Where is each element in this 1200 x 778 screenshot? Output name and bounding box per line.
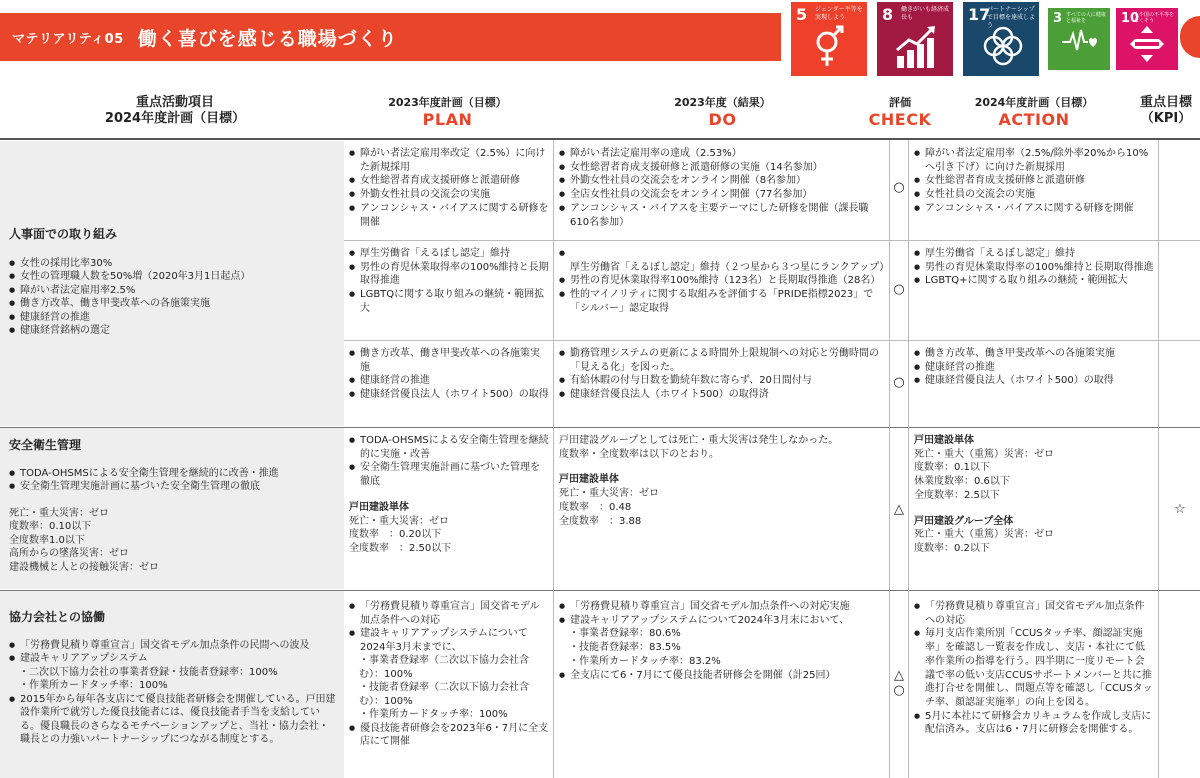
section-partner — [0, 591, 344, 778]
check-mark: ○ — [893, 375, 905, 390]
stat-line: 全度数率1.0以下 — [9, 534, 85, 546]
tab-edge — [1180, 16, 1200, 58]
col-header-do: 2023年度（結果） DO — [674, 96, 771, 129]
list-item: ● 女性の採用比率30% — [9, 257, 338, 271]
check-mark: ○ — [893, 180, 905, 195]
cell-do-hr-2: ● 厚生労働省「えるぼし認定」維持（２つ星から３つ星にランクアップ） ● 男性の育児休業取得率100%維持（123名）と長期取得推進（28名） ● 性的マイノリティに関する取組みを評価する「PRIDE指標2023」で「シルバー」認定取得 — [554, 241, 889, 316]
cell-do-partner: ● 「労務費見積り尊重宣言」国交省モデル加点条件への対応実施 ● 建設キャリアアップシステムについて2024年3月末において、 ・事業者登録率：80.6% ・技能者登録率：83.5% ・作業所カードタッチ率：83.2% ● 全支店にて6・7月にて優良技能者研修会を開催（計25回） — [554, 594, 889, 682]
cell-do-hr-3: ● 勤務管理システムの更新による時間外上限規制への対応と労働時間の「見える化」を図った。 ● 有給休暇の付与日数を勤続年数に寄らず、20日間付与 ● 健康経営優良法人（ホワイト500）の取得済 — [554, 341, 889, 402]
check-mark: ○ — [893, 282, 905, 297]
cell-do-hr-1: ● 障がい者法定雇用率の達成（2.53%） ● 女性総習者育成支援研修と派遣研修の実施（14名参加） ● 外勤女性社員の交流会をオンライン開催（8名参加） ● 全店女性社員の交流会をオンライン開催（77名参加） ● アンコンシャス・バイアスを主要テーマにした研修を開催（課長職610名参加） — [554, 141, 889, 229]
col-divider — [1158, 140, 1159, 778]
cell-plan-partner: ● 「労務費見積り尊重宣言」国交省モデル加点条件への対応 ● 建設キャリアアップシステムについて2024年3月末までに、 ・事業者登録率（二次以下協力会社含む）：100% ・技能者登録率（二次以下協力会社含む）：100% ・作業所カードタッチ率：100% ● 優良技能者研修会を2023年6・7月に全支店にて開催 — [344, 594, 553, 749]
list-item: ● 2015年から毎年各支店にて優良技能者研修会を開催している。戸田建設作業所で就労した優良技能者には、優良技能者手当を支給している。優良職長のさらなるモチベーションアップと、当社・協力会社・職長との力強いパートナーシップにつながる制度とする。 — [9, 693, 338, 747]
kpi-star-icon: ☆ — [1174, 502, 1186, 517]
sdg-3-icon: 3 すべての人に健康と福祉を — [1048, 8, 1110, 70]
stat-line: 高所からの墜落災害：ゼロ — [9, 548, 129, 559]
col-header-check: 評価 CHECK — [868, 96, 932, 129]
list-sub-item: ・作業所カードタッチ率：100% — [19, 680, 168, 691]
cell-plan-hr-2: ● 厚生労働省「えるぼし認定」維持 ● 男性の育児休業取得率の100%維持と長期取得推進 ● LGBTQに関する取り組みの継続・範囲拡大 — [344, 241, 553, 316]
list-item: ● 健康経営の推進 — [9, 311, 338, 325]
check-mark: △ — [894, 668, 904, 683]
cell-plan-safety: ● TODA-OHSMSによる安全衛生管理を継続的に実施・改善 ● 安全衛生管理実施計画に基づいた管理を徹底 戸田建設単体 死亡・重大災害：ゼロ 度数率 ：0.20以下 全度数率 ：2.50以下 — [344, 428, 553, 556]
list-item: ● 女性の管理職人数を50%増（2020年3月1日起点） — [9, 270, 338, 284]
stat-line: 度数率：0.10以下 — [9, 521, 92, 532]
cell-action-safety: 戸田建設単体 死亡・重大（重篤）災害：ゼロ 度数率：0.1以下 休業度数率：0.6以下 全度数率：2.5以下 戸田建設グループ全体 死亡・重大（重篤）災害：ゼロ 度数率：0.2以下 — [914, 435, 1054, 554]
sdg-10-icon: 10 人や国の不平等をなくそう — [1116, 8, 1178, 70]
check-mark: △ — [894, 502, 904, 517]
section-divider — [0, 590, 1200, 591]
cell-do-safety: 戸田建設グループとしては死亡・重大災害は発生しなかった。 度数率・全度数率は以下のとおり。 戸田建設単体 死亡・重大災害：ゼロ 度数率 ：0.48 全度数率 ：3.88 — [559, 435, 839, 527]
list-item: ● 「労務費見積り尊重宣言」国交省モデル加点条件の民間への波及 — [9, 639, 338, 653]
materiality-label: マテリアリティ05 — [12, 31, 124, 47]
list-item: ● 安全衛生管理実施計画に基づいた安全衛生管理の徹底 — [9, 480, 338, 494]
list-item: ● 障がい者法定雇用率2.5% — [9, 284, 338, 298]
stat-line: 死亡・重大災害：ゼロ — [9, 507, 109, 519]
header-rule — [0, 138, 1200, 140]
section-title-hr: 人事面での取り組み — [9, 227, 118, 241]
check-mark: ○ — [893, 683, 905, 698]
cell-action-hr-1: ● 障がい者法定雇用率（2.5%/除外率20%から10%へ引き下げ）に向けた新規採用 ● 女性総習者育成支援研修と派遣研修 ● 女性社員の交流会の実施 ● アンコンシャス・バイアスに関する研修を開催 — [909, 141, 1158, 216]
list-item: ● 健康経営銘柄の選定 — [9, 324, 338, 338]
list-item: ● 働き方改革、働き甲斐改革への各施策実施 — [9, 297, 338, 311]
stat-line: 建設機械と人との接触災害：ゼロ — [9, 561, 159, 573]
col-header-focus: 重点活動項目 2024年度計画（目標） — [104, 95, 246, 126]
title-banner — [0, 13, 781, 61]
list-sub-item: ・二次以下協力会社の事業者登録・技能者登録率：100% — [19, 666, 278, 678]
section-safety — [0, 428, 344, 589]
section-title-partner: 協力会社との協働 — [9, 610, 106, 624]
sdg-5-icon: 5 ジェンダー平等を実現しよう — [791, 2, 867, 76]
sdg-8-icon: 8 働きがいも経済成長も — [877, 2, 953, 76]
cell-action-hr-2: ● 厚生労働省「えるぼし認定」維持 ● 男性の育児休業取得率の100%維持と長期取得推進 ● LGBTQ+に関する取り組みの継続・範囲拡大 — [909, 241, 1158, 288]
cell-plan-hr-1: ● 障がい者法定雇用率改定（2.5%）に向けた新規採用 ● 女性総習者育成支援研修と派遣研修 ● 外勤女性社員の交流会の実施 ● アンコンシャス・バイアスに関する研修を開催 — [344, 141, 553, 229]
cell-plan-hr-3: ● 働き方改革、働き甲斐改革への各施策実施 ● 健康経営の推進 ● 健康経営優良法人（ホワイト500）の取得 — [344, 341, 553, 402]
cell-action-hr-3: ● 働き方改革、働き甲斐改革への各施策実施 ● 健康経営の推進 ● 健康経営優良法人（ホワイト500）の取得 — [909, 341, 1158, 388]
section-title-safety: 安全衛生管理 — [9, 438, 82, 452]
sdg-17-icon: 17 パートナーシップで目標を達成しよう — [963, 2, 1039, 76]
page-title: 働く喜びを感じる職場づくり — [137, 27, 398, 50]
list-item: ● 建設キャリアアップシステム — [9, 652, 338, 666]
cell-action-partner: ● 「労務費見積り尊重宣言」国交省モデル加点条件への対応 ● 毎月支店作業所別「CCUSタッチ率、顔認証実施率」を確認し一覧表を作成し、支店・本社にて低率作業所の指導を行う。四半期に一度リモート会議で率の低い支店CCUSサポートメンバーと共に推進打合せを開催し、問題点等を確認し「CCUSタッチ率、顔認証実施率」の向上を図る。 ● 5月に本社にて研修会カリキュラムを作成し支店に配信済み。支店は6・7月に研修会を開催する。 — [909, 594, 1158, 737]
list-item: ● TODA-OHSMSによる安全衛生管理を継続的に改善・推進 — [9, 467, 338, 481]
col-header-plan: 2023年度計画（目標） PLAN — [388, 96, 507, 129]
col-header-kpi: 重点目標 （KPI） — [1139, 95, 1192, 126]
section-hr — [0, 141, 344, 426]
col-header-action: 2024年度計画（目標） ACTION — [974, 96, 1094, 129]
